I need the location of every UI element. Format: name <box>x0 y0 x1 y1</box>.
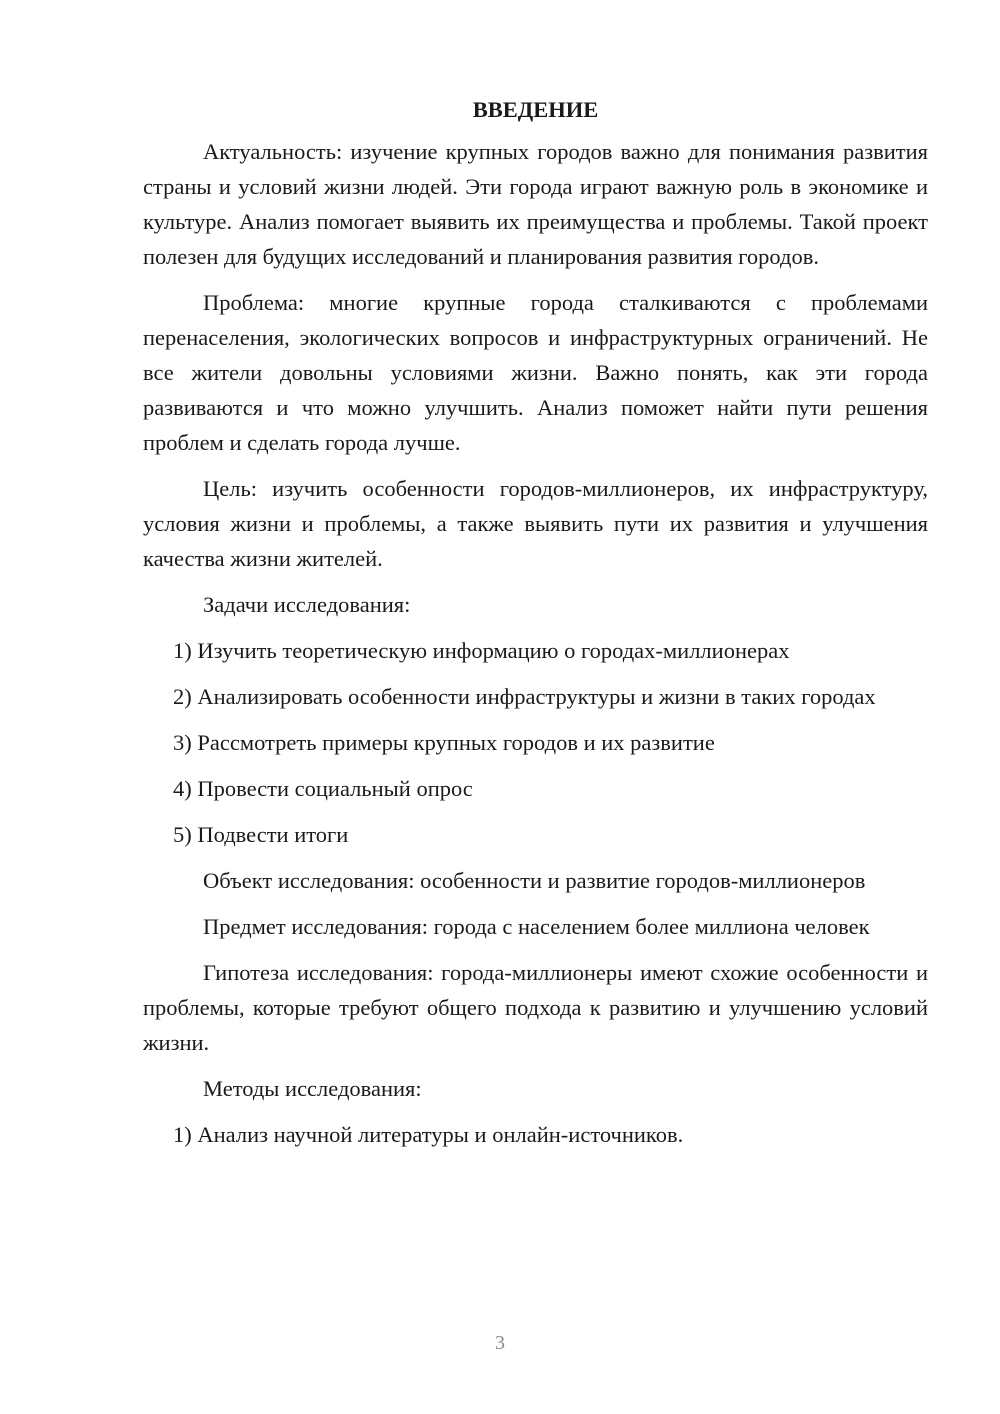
task-item-5: 5) Подвести итоги <box>173 822 349 847</box>
methods-heading: Методы исследования: <box>203 1076 422 1101</box>
document-page <box>143 92 928 1163</box>
page-number: 3 <box>495 1332 505 1354</box>
relevance-paragraph: Актуальность: изучение крупных городов важно для понимания развития страны и условий жизни людей. Эти города играют важную роль в экономике и культуре. Анализ помогает выявить их преимущества и проблемы. Такой проект полезен для будущих исследований и планирования развития городов. <box>143 139 928 269</box>
subject-paragraph: Предмет исследования: города с населением более миллиона человек <box>203 914 870 939</box>
task-item-1: 1) Изучить теоретическую информацию о городах-миллионерах <box>173 638 790 663</box>
task-item-3: 3) Рассмотреть примеры крупных городов и их развитие <box>173 730 715 755</box>
section-heading: ВВЕДЕНИЕ <box>472 97 599 122</box>
method-item-1: 1) Анализ научной литературы и онлайн-источников. <box>173 1122 684 1147</box>
hypothesis-paragraph: Гипотеза исследования: города-миллионеры имеют схожие особенности и проблемы, которые требуют общего подхода к развитию и улучшению условий жизни. <box>143 960 928 1055</box>
problem-paragraph: Проблема: многие крупные города сталкиваются с проблемами перенаселения, экологических вопросов и инфраструктурных ограничений. Не все жители довольны условиями жизни. Важно понять, как эти города развиваются и что можно улучшить. Анализ поможет найти пути решения проблем и сделать города лучше. <box>143 290 928 455</box>
object-paragraph: Объект исследования: особенности и развитие городов-миллионеров <box>203 868 866 893</box>
task-item-2: 2) Анализировать особенности инфраструктуры и жизни в таких городах <box>173 684 876 709</box>
goal-paragraph: Цель: изучить особенности городов-миллионеров, их инфраструктуру, условия жизни и проблемы, а также выявить пути их развития и улучшения качества жизни жителей. <box>143 476 928 571</box>
task-item-4: 4) Провести социальный опрос <box>173 776 473 801</box>
tasks-heading: Задачи исследования: <box>203 592 411 617</box>
